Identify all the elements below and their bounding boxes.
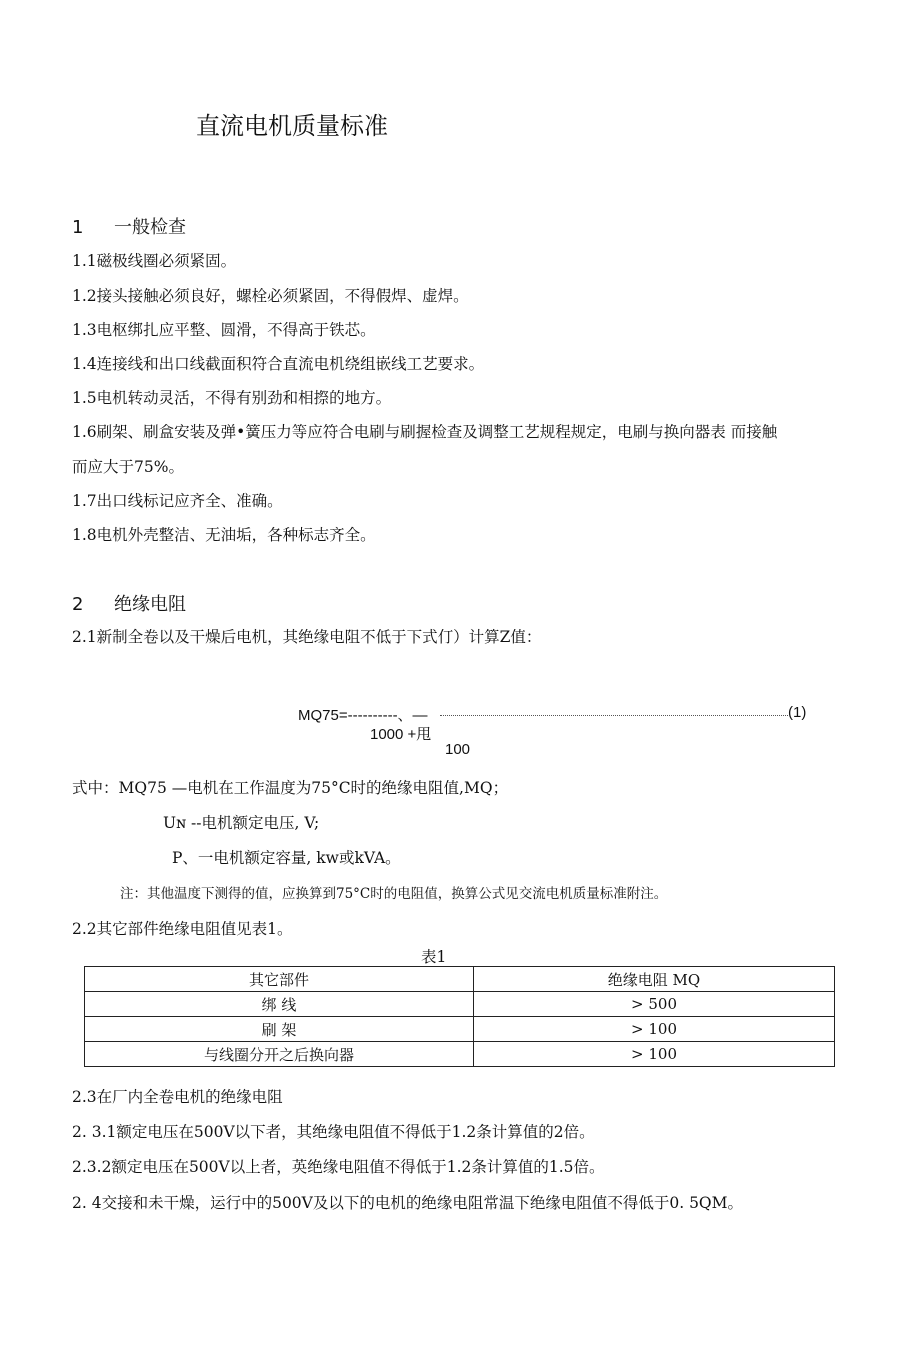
paragraph-1-4: 1.4连接线和出口线截面积符合直流电机绕组嵌线工艺要求。: [72, 355, 485, 373]
definition-mq75: 式中：MQ75 —电机在工作温度为75°C时的绝缘电阻值,MQ；: [72, 779, 509, 797]
table-cell: > 100: [474, 1042, 835, 1067]
formula-denominator: 1000 +甩: [370, 726, 432, 743]
section-2-title: 绝缘电阻: [114, 594, 186, 615]
formula-lhs: MQ75=----------、—: [298, 707, 428, 724]
table-cell: > 100: [474, 1017, 835, 1042]
table-cell: 绑 线: [85, 992, 474, 1017]
definition-p: P、一电机额定容量, kw或kVA。: [172, 849, 401, 867]
table-caption: 表1: [421, 948, 447, 966]
definition-un: Uɴ --电机额定电压, V;: [163, 814, 320, 832]
paragraph-1-1: 1.1磁极线圈必须紧固。: [72, 252, 237, 270]
paragraph-2-4: 2. 4交接和未干燥，运行中的500V及以下的电机的绝缘电阻常温下绝缘电阻值不得低于0. 5QM。: [72, 1194, 744, 1212]
table-header-cell: 其它部件: [85, 967, 474, 992]
note: 注：其他温度下测得的值，应换算到75°C时的电阻值，换算公式见交流电机质量标准附注。: [120, 886, 668, 902]
formula-equation-number: (1): [788, 704, 807, 721]
table-row: [85, 1042, 835, 1067]
section-2-heading: [72, 590, 186, 616]
section-1-number: 1: [72, 217, 84, 238]
paragraph-1-7: 1.7出口线标记应齐全、准确。: [72, 492, 283, 510]
table-header-cell: 绝缘电阻 MQ: [474, 967, 835, 992]
paragraph-2-1: 2.1新制全卷以及干燥后电机，其绝缘电阻不低于下式仃）计算Z值：: [72, 628, 542, 646]
paragraph-2-3-1: 2. 3.1额定电压在500V以下者，其绝缘电阻值不得低于1.2条计算值的2倍。: [72, 1123, 595, 1141]
table-row: [85, 992, 835, 1017]
insulation-table: [84, 966, 835, 1067]
page-title: 直流电机质量标准: [196, 112, 388, 140]
paragraph-1-3: 1.3电枢绑扎应平整、圆滑，不得高于铁芯。: [72, 321, 376, 339]
paragraph-1-6-continued: 而应大于75%。: [72, 458, 184, 476]
section-2-number: 2: [72, 594, 84, 615]
paragraph-1-8: 1.8电机外壳整洁、无油垢，各种标志齐全。: [72, 526, 376, 544]
paragraph-2-3-2: 2.3.2额定电压在500V以上者，英绝缘电阻值不得低于1.2条计算值的1.5倍。: [72, 1158, 605, 1176]
formula-leader-line: [440, 715, 788, 716]
paragraph-1-5: 1.5电机转动灵活，不得有别劲和相摖的地方。: [72, 389, 392, 407]
table-cell: > 500: [474, 992, 835, 1017]
section-1-heading: [72, 213, 186, 239]
section-1-title: 一般检查: [114, 217, 186, 238]
table-header-row: [85, 967, 835, 992]
table-cell: 与线圈分开之后换向器: [85, 1042, 474, 1067]
paragraph-1-6: 1.6刷架、刷盒安装及弹•簧压力等应符合电刷与刷握检查及调整工艺规程规定，电刷与换向器表 而接触: [72, 423, 778, 441]
paragraph-2-3: 2.3在厂内全卷电机的绝缘电阻: [72, 1088, 283, 1106]
table-row: [85, 1017, 835, 1042]
table-cell: 刷 架: [85, 1017, 474, 1042]
paragraph-2-2: 2.2其它部件绝缘电阻值见表1。: [72, 920, 293, 938]
paragraph-1-2: 1.2接头接触必须良好，螺栓必须紧固，不得假焊、虚焊。: [72, 287, 469, 305]
formula-subscript: 100: [445, 741, 471, 758]
